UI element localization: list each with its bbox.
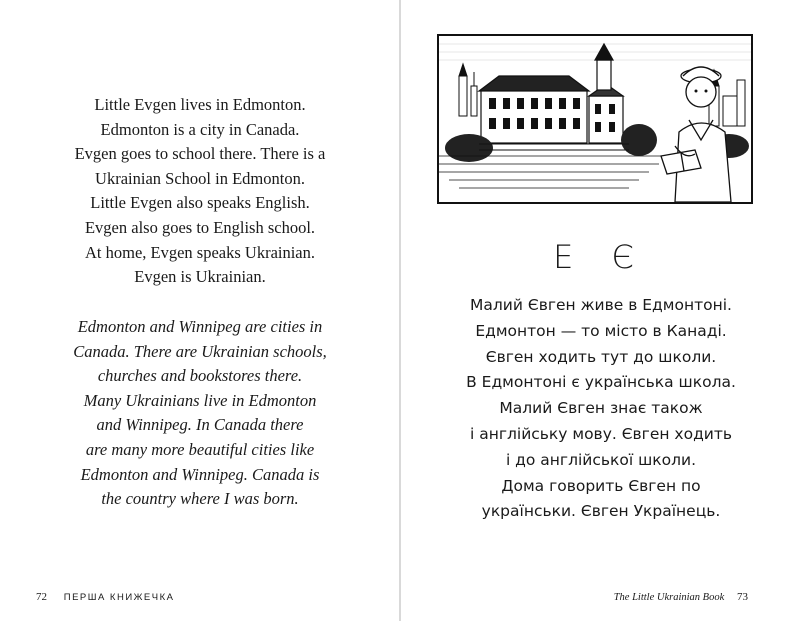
- text-line: Evgen goes to school there. There is a: [74, 144, 326, 164]
- text-line: Дома говорить Євген по: [501, 476, 701, 495]
- page-number: 72: [36, 591, 47, 603]
- alphabet-letters-heading: Е Є: [553, 238, 648, 276]
- text-line: Evgen is Ukrainian.: [134, 267, 266, 287]
- text-line: Canada. There are Ukrainian schools,: [73, 341, 327, 361]
- text-line: Євген ходить тут до школи.: [485, 347, 717, 366]
- running-title: ПЕРША КНИЖЕЧКА: [63, 592, 175, 603]
- text-line: Evgen also goes to English school.: [84, 217, 316, 237]
- text-line: Малий Євген живе в Едмонтоні.: [470, 296, 732, 314]
- text-line: В Едмонтоні є українська школа.: [466, 373, 736, 392]
- text-line: українськи. Євген Українець.: [481, 502, 721, 521]
- text-line: Едмонтон — то місто в Канаді.: [475, 321, 727, 340]
- text-line: Little Evgen lives in Edmonton.: [94, 95, 306, 114]
- text-line: At home, Evgen speaks Ukrainian.: [84, 242, 316, 262]
- school-and-boy-reading-illustration: [437, 34, 753, 204]
- page-footer: [36, 591, 174, 603]
- text-line: і англійську мову. Євген ходить: [469, 424, 733, 443]
- text-line: Ukrainian School in Edmonton.: [95, 168, 305, 188]
- text-line: Edmonton is a city in Canada.: [100, 119, 300, 139]
- left-page: [0, 0, 399, 621]
- page-footer: [614, 591, 748, 603]
- page-number: 73: [737, 591, 748, 603]
- text-line: the country where I was born.: [101, 489, 299, 509]
- right-page: [401, 0, 800, 621]
- text-line: Edmonton and Winnipeg are cities in: [77, 317, 323, 336]
- text-line: are many more beautiful cities like: [85, 439, 315, 459]
- text-line: Edmonton and Winnipeg. Canada is: [80, 464, 320, 484]
- english-paragraph: [30, 93, 370, 290]
- text-line: Many Ukrainians live in Edmonton: [83, 390, 317, 410]
- italic-paragraph: [30, 315, 370, 512]
- text-line: і до англійської школи.: [505, 450, 697, 469]
- ukrainian-paragraph: [421, 293, 781, 525]
- text-line: and Winnipeg. In Canada there: [96, 415, 304, 435]
- text-line: Little Evgen also speaks English.: [90, 193, 310, 213]
- text-line: Малий Євген знає також: [499, 399, 703, 418]
- running-title: The Little Ukrainian Book: [613, 592, 725, 603]
- text-line: churches and bookstores there.: [97, 366, 303, 386]
